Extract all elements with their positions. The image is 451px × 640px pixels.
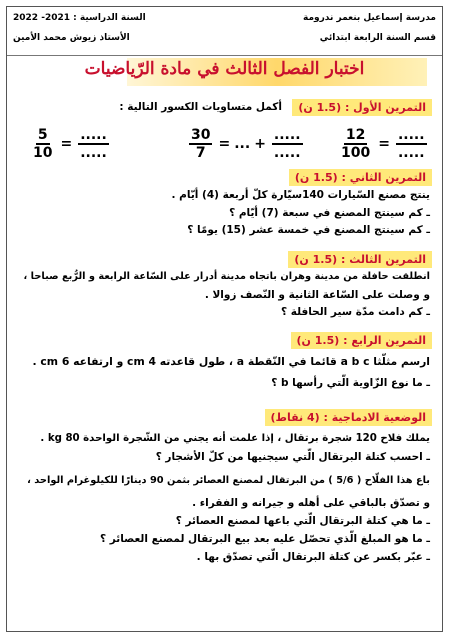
ex1-label: التمرين الأول : (1.5 ن) <box>292 99 432 116</box>
ex5-line-3: باع هذا الفلّاح ( 5/6 ) من البرتقال لمصنع العصائر بثمن 90 دينارًا للكيلوغرام الواحد ، <box>27 475 430 486</box>
ex4-label: التمرين الرابع : (1.5 ن) <box>291 332 432 349</box>
exam-title: اختبار الفصل الثالث في مادة الرّياضيات <box>84 59 365 79</box>
ex5-line-4: و تصدّق بالباقي على أهله و جيرانه و الفقراء . <box>192 497 430 509</box>
ex3-label: التمرين الثالث : (1.5 ن) <box>288 251 432 268</box>
teacher-name: الأستاذ زيوش محمد الأمين <box>13 33 130 43</box>
header <box>7 7 442 56</box>
fraction-eq-3: $\frac{5}{10}$ = ..... ..... <box>33 127 107 161</box>
ex5-line-1: يملك فلاح 120 شجرة برتقال ، إذا علمت أنه يجني من الشّجرة الواحدة 80 kg . <box>40 433 430 444</box>
ex5-line-5: ـ ما هي كتلة البرتقال الّتي باعها لمصنع العصائر ؟ <box>175 515 430 527</box>
ex3-line-2: و وصلت على السّاعة الثانية و النّصف زوالا . <box>204 289 430 301</box>
school-name: مدرسة إسماعيل بنعمر ندرومة <box>302 13 436 23</box>
ex5-line-7: ـ عبّر بكسر عن كتلة البرتقال الّتي تصدّق بها . <box>196 551 430 563</box>
fraction-eq-2: $\frac{30}{7}$ = ... + ..... ..... <box>191 127 301 161</box>
ex4-line-2: ـ ما نوع الزّاوية الّتي رأسها b ؟ <box>271 377 430 389</box>
ex5-label: الوضعية الادماجية : (4 نقاط) <box>265 409 432 426</box>
class-name: قسم السنة الرابعة ابتدائي <box>319 33 436 43</box>
ex5-line-2: ـ احسب كتلة البرتقال الّتي سيجنيها من كلّ الأشجار ؟ <box>155 451 430 463</box>
exam-page <box>6 6 443 632</box>
ex2-line-3: ـ كم سينتج المصنع في خمسة عشر (15) يومًا ؟ <box>187 224 430 236</box>
ex3-line-3: ـ كم دامت مدّة سير الحافلة ؟ <box>280 306 430 318</box>
ex2-line-1: ينتج مصنع السّيارات 140سيّارة كلّ أربعة (4) أيّام . <box>171 189 430 201</box>
fraction-eq-1: $\frac{12}{100}$ = ..... ..... <box>341 127 425 161</box>
ex1-instruction: أكمل متساويات الكسور التالية : <box>119 101 282 113</box>
ex2-line-2: ـ كم سينتج المصنع في سبعة (7) أيّام ؟ <box>229 207 430 219</box>
ex2-label: التمرين الثاني : (1.5 ن) <box>289 169 432 186</box>
ex4-line-1: ارسم مثلّثا a b c قائما في النّقطة a ، طول قاعدته 4 cm و ارتفاعه 6 cm . <box>32 355 430 368</box>
ex5-line-6: ـ ما هو المبلغ الّذي تحصّل عليه بعد بيع البرتقال لمصنع العصائر ؟ <box>99 533 430 545</box>
school-year: السنة الدراسية : 2021- 2022 <box>13 13 146 23</box>
ex3-line-1: انطلقت حافلة من مدينة وهران باتجاه مدينة أدرار على السّاعة الرابعة و الرُّبع صباحا ، <box>23 271 430 282</box>
